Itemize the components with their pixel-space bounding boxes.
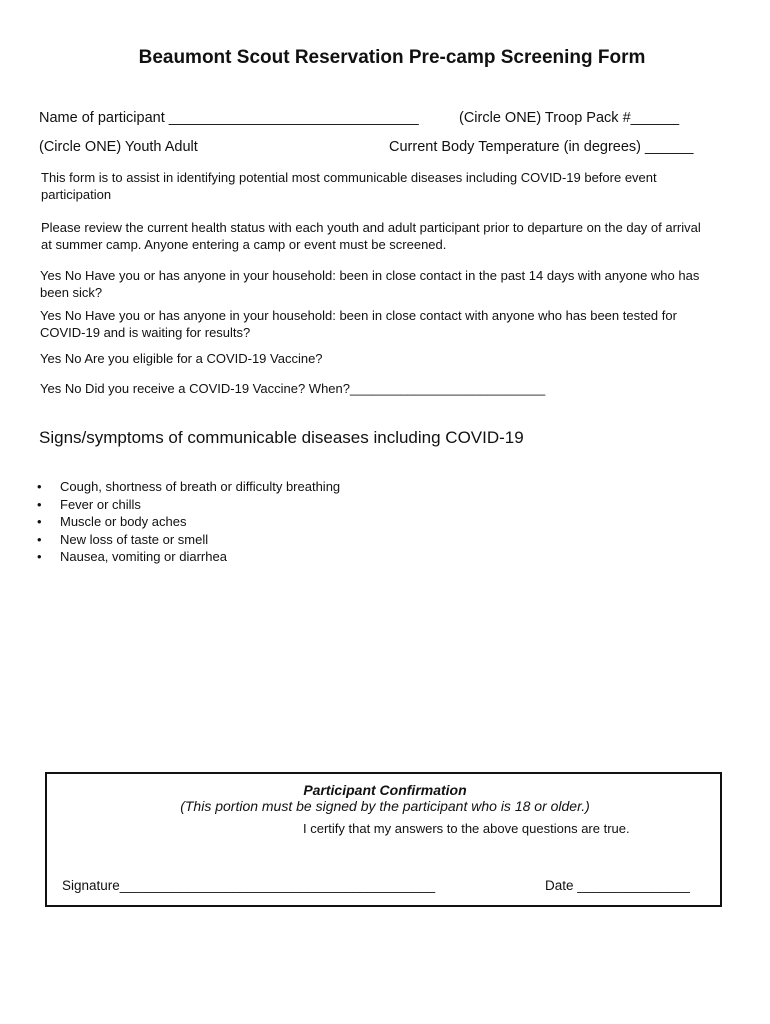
symptoms-heading: Signs/symptoms of communicable diseases including COVID-19 xyxy=(39,428,524,447)
confirmation-subtitle: (This portion must be signed by the participant who is 18 or older.) xyxy=(180,798,590,814)
temperature-field[interactable]: Current Body Temperature (in degrees) ______ xyxy=(389,139,694,155)
bullet-icon: • xyxy=(37,479,42,494)
symptoms-list xyxy=(0,478,340,566)
list-item: • Muscle or body aches xyxy=(37,514,187,529)
purpose-paragraph: This form is to assist in identifying potential most communicable diseases including COVID-19 before event participation xyxy=(41,170,657,202)
question-tested-contact[interactable]: Yes No Have you or has anyone in your household: been in close contact with anyone who has been tested for COVID-19 and is waiting for results? xyxy=(40,308,677,340)
date-field[interactable]: Date _______________ xyxy=(545,878,690,893)
question-vaccine-eligible[interactable]: Yes No Are you eligible for a COVID-19 Vaccine? xyxy=(40,351,323,366)
certify-statement: I certify that my answers to the above questions are true. xyxy=(303,821,630,836)
bullet-icon: • xyxy=(37,549,42,564)
list-item: • Nausea, vomiting or diarrhea xyxy=(37,549,227,564)
question-vaccine-received[interactable]: Yes No Did you receive a COVID-19 Vaccine? When?___________________________ xyxy=(40,381,546,396)
participant-name-field[interactable]: Name of participant _______________________________ xyxy=(39,110,419,126)
list-item: • Fever or chills xyxy=(37,496,141,512)
list-item: • New loss of taste or smell xyxy=(37,531,209,547)
confirmation-title: Participant Confirmation xyxy=(303,782,467,798)
youth-adult-field[interactable]: (Circle ONE) Youth Adult xyxy=(39,139,198,155)
bullet-icon: • xyxy=(37,531,42,547)
question-sick-contact[interactable]: Yes No Have you or has anyone in your household: been in close contact in the past 14 days with anyone who has been sick? xyxy=(40,268,700,300)
list-item: • Cough, shortness of breath or difficulty breathing xyxy=(37,479,341,494)
form-title: Beaumont Scout Reservation Pre-camp Screening Form xyxy=(138,47,646,68)
bullet-icon: • xyxy=(37,514,42,529)
troop-pack-field[interactable]: (Circle ONE) Troop Pack #______ xyxy=(459,110,680,126)
bullet-icon: • xyxy=(37,496,42,512)
signature-field[interactable]: Signature__________________________________________ xyxy=(62,878,436,893)
instructions-paragraph: Please review the current health status with each youth and adult participant prior to departure on the day of arrival at summer camp. Anyone entering a camp or event must be screened. xyxy=(41,220,701,252)
